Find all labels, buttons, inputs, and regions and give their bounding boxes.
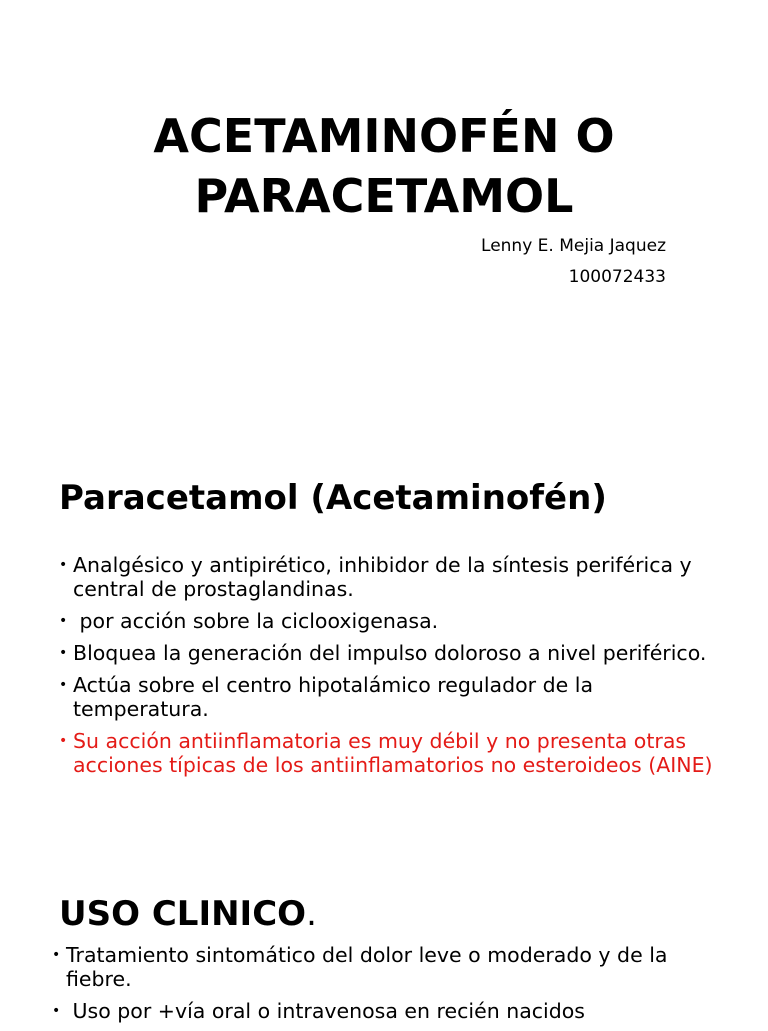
bullet-icon: •	[59, 733, 68, 749]
bullet-icon: •	[52, 947, 61, 963]
list-item-text: Analgésico y antipirético, inhibidor de la síntesis periférica y central de prostaglandinas.	[73, 553, 692, 601]
author-name: Lenny E. Mejia Jaquez	[481, 236, 666, 256]
list-item-text: Uso por +vía oral o intravenosa en recién nacidos	[66, 999, 585, 1023]
bullet-icon: •	[59, 613, 68, 629]
bullet-icon: •	[59, 645, 68, 661]
list-item-highlight	[59, 729, 719, 777]
bullet-icon: •	[59, 557, 68, 573]
list-item-text: por acción sobre la ciclooxigenasa.	[73, 609, 439, 633]
list-item	[59, 609, 719, 633]
section-heading-suffix: .	[306, 894, 317, 934]
student-id: 100072433	[568, 267, 666, 287]
uso-clinico-bullet-list	[52, 943, 732, 1031]
slide-subtitle	[481, 231, 666, 293]
section-heading-uso-clinico	[59, 894, 317, 934]
list-item-text: Su acción antiinflamatoria es muy débil y no presenta otras acciones típicas de los antiinflamatorios no esteroideos (AINE)	[73, 729, 713, 777]
list-item	[59, 673, 719, 721]
paracetamol-bullet-list	[59, 553, 719, 785]
slide-title-line-1: ACETAMINOFÉN O	[153, 109, 615, 163]
list-item	[59, 641, 719, 665]
slide-title-line-2: PARACETAMOL	[194, 169, 574, 223]
list-item	[52, 943, 732, 991]
section-heading-paracetamol: Paracetamol (Acetaminofén)	[59, 478, 607, 518]
bullet-icon: •	[59, 677, 68, 693]
list-item-text: Actúa sobre el centro hipotalámico regulador de la temperatura.	[73, 673, 594, 721]
bullet-icon: •	[52, 1003, 61, 1019]
list-item	[52, 999, 732, 1023]
list-item-text: Bloquea la generación del impulso doloroso a nivel periférico.	[73, 641, 707, 665]
list-item-text: Tratamiento sintomático del dolor leve o moderado y de la fiebre.	[66, 943, 668, 991]
section-heading-text: USO CLINICO	[59, 894, 307, 934]
list-item	[59, 553, 719, 601]
slide-title	[0, 106, 768, 226]
